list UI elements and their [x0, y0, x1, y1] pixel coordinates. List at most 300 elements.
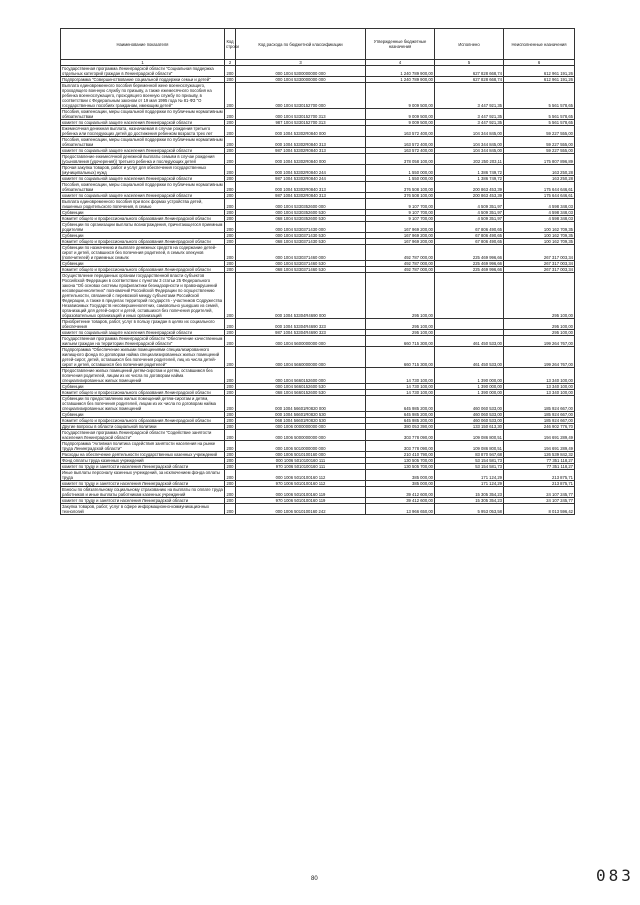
- table-row: [61, 336, 575, 347]
- row-approved: 492 787 000,00: [366, 261, 435, 267]
- row-budget-code: 068 1004 5330371460 530: [236, 267, 366, 273]
- row-executed: 171 124,29: [435, 470, 504, 481]
- row-remaining: 175 807 896,89: [504, 154, 575, 165]
- table-row: [61, 239, 575, 245]
- row-name: Субвенции: [61, 261, 225, 267]
- table-row: [61, 470, 575, 481]
- row-approved: 163 572 400,00: [366, 126, 435, 137]
- row-remaining: 163 250,28: [504, 176, 575, 182]
- row-approved: 163 572 400,00: [366, 137, 435, 148]
- row-executed: 67 806 490,65: [435, 222, 504, 233]
- row-name: Прочая закупка товаров, работ и услуг для обеспечения государственных (муниципальных) нужд: [61, 165, 225, 176]
- row-budget-code: 000 1004 5600000000 000: [236, 336, 366, 347]
- row-name: Подпрограмма "Обеспечение жилыми помещениями специализированного жилищного фонда по договорам найма специализированных жилых помещений детей-сирот, детей, оставшихся без попечения родителей, лиц из числа детей-сирот и детей, оставшихся без попечения родителей": [61, 347, 225, 368]
- row-remaining: 213 875,71: [504, 470, 575, 481]
- row-approved: 163 572 400,00: [366, 148, 435, 154]
- row-approved: 9 009 500,00: [366, 83, 435, 109]
- row-name: Субвенции по предоставлению жилых помещений детям-сиротам и детям, оставшимся без попечения родителей, лицам из их числа по договорам найма специализированных жилых помещений: [61, 396, 225, 412]
- row-name: комитет по социальной защите населения Ленинградской области: [61, 330, 225, 336]
- row-approved: 1 550 000,00: [366, 165, 435, 176]
- row-approved: 9 107 700,00: [366, 199, 435, 210]
- row-budget-code: 000 1004 5330352600 530: [236, 210, 366, 216]
- row-remaining: 267 317 003,34: [504, 245, 575, 261]
- row-name: Субвенции: [61, 233, 225, 239]
- row-approved: 295 100,00: [366, 319, 435, 330]
- row-line-code: 200: [225, 368, 236, 384]
- row-line-code: 200: [225, 319, 236, 330]
- row-budget-code: 000 1004 53302R0840 313: [236, 137, 366, 148]
- row-approved: 645 985 200,00: [366, 412, 435, 418]
- row-budget-code: 987 1004 5330152700 313: [236, 120, 366, 126]
- column-index: 2: [225, 60, 236, 66]
- row-budget-code: 000 1004 56601R0820 530: [236, 412, 366, 418]
- row-executed: [435, 273, 504, 319]
- row-remaining: 213 875,71: [504, 481, 575, 487]
- row-executed: 200 863 453,39: [435, 193, 504, 199]
- row-approved: 210 410 790,00: [366, 452, 435, 458]
- row-remaining: 175 644 646,61: [504, 182, 575, 193]
- row-line-code: 200: [226, 384, 234, 389]
- row-line-code: 200: [226, 390, 234, 395]
- row-budget-code: 000 1004 5660152600 000: [236, 368, 366, 384]
- row-budget-code: 000 1004 5660152600 530: [236, 384, 366, 390]
- row-remaining: 246 902 776,70: [504, 424, 575, 430]
- row-remaining: 4 598 348,03: [504, 199, 575, 210]
- row-approved: 492 787 000,00: [366, 245, 435, 261]
- row-executed: 200 863 453,39: [435, 182, 504, 193]
- row-name: Государственная программа Ленинградской области "Социальная поддержка отдельных категорий граждан в Ленинградской области": [61, 66, 225, 77]
- row-budget-code: 970 1006 5010100160 111: [236, 464, 366, 470]
- row-budget-code: 000 1004 5660000000 000: [236, 347, 366, 368]
- row-executed: 3 447 921,35: [435, 120, 504, 126]
- table-row: [61, 245, 575, 261]
- row-approved: 167 969 200,00: [366, 233, 435, 239]
- header-executed: Исполнено: [435, 29, 504, 60]
- table-row: [61, 165, 575, 176]
- row-executed: 109 086 800,51: [435, 430, 504, 441]
- row-remaining: 13 340 100,00: [504, 384, 575, 390]
- row-remaining: 100 162 709,35: [504, 233, 575, 239]
- row-executed: 627 828 668,74: [435, 66, 504, 77]
- row-line-code: 200: [226, 458, 234, 463]
- row-remaining: 295 100,00: [504, 319, 575, 330]
- row-approved: 9 009 500,00: [366, 109, 435, 120]
- row-remaining: 59 227 555,00: [504, 148, 575, 154]
- row-executed: 104 344 845,00: [435, 148, 504, 154]
- row-approved: 1 550 000,00: [366, 176, 435, 182]
- row-budget-code: 000 1006 5010100160 000: [236, 452, 366, 458]
- row-name: Предоставление жилых помещений детям-сиротам и детям, оставшимся без попечения родителей, лицам из их числа по договорам найма специализированных жилых помещений: [61, 368, 225, 384]
- row-approved: 380 053 390,00: [366, 424, 435, 430]
- row-executed: 171 124,29: [435, 481, 504, 487]
- row-line-code: 200: [226, 77, 234, 82]
- row-line-code: 200: [225, 336, 236, 347]
- row-name: Пособия, компенсации, меры социальной поддержки по публичным нормативным обязательствам: [62, 182, 223, 192]
- table-row: [61, 498, 575, 504]
- row-remaining: 185 924 667,00: [504, 412, 575, 418]
- row-line-code: 200: [226, 261, 234, 266]
- row-approved: 9 009 500,00: [366, 120, 435, 126]
- row-line-code: 200: [226, 120, 234, 125]
- header-remaining: Неисполненные назначения: [504, 29, 575, 60]
- row-executed: 1 390 000,00: [435, 384, 504, 390]
- row-executed: 4 509 351,97: [435, 210, 504, 216]
- row-remaining: 267 317 003,34: [504, 267, 575, 273]
- row-approved: 9 107 700,00: [366, 216, 435, 222]
- row-executed: 53 154 581,73: [435, 458, 504, 464]
- row-remaining: 194 691 289,49: [504, 430, 575, 441]
- row-name: комитет по труду и занятости населения Ленинградской области: [61, 481, 225, 487]
- row-name: Субвенции: [61, 210, 225, 216]
- row-line-code: 200: [225, 396, 236, 412]
- row-remaining: 13 340 100,00: [504, 368, 575, 384]
- row-name: комитет по труду и занятости населения Ленинградской области: [61, 464, 225, 470]
- row-budget-code: 000 1006 5010100160 242: [236, 504, 366, 515]
- row-name: Ежемесячная денежная выплата, назначаемая в случае рождения третьего ребенка или последующих детей до достижения ребенком возраста трех лет: [61, 126, 225, 137]
- row-budget-code: 000 1004 5330352600 000: [236, 199, 366, 210]
- row-line-code: 200: [225, 109, 236, 120]
- table-row: [61, 176, 575, 182]
- row-remaining: 267 317 003,34: [504, 261, 575, 267]
- row-remaining: 77 351 118,27: [504, 464, 575, 470]
- row-name: комитет по социальной защите населения Ленинградской области: [61, 176, 225, 182]
- table-row: [61, 481, 575, 487]
- row-line-code: 200: [226, 481, 234, 486]
- row-executed: 225 469 996,66: [435, 261, 504, 267]
- row-line-code: 200: [225, 154, 236, 165]
- table-row: [61, 83, 575, 109]
- row-budget-code: 970 1006 5010100160 112: [236, 481, 366, 487]
- row-executed: 225 469 996,66: [435, 267, 504, 273]
- row-line-code: 200: [225, 165, 236, 176]
- table-row: [61, 458, 575, 464]
- row-name: Комитет общего и профессионального образования Ленинградской области: [61, 267, 225, 273]
- row-executed: 83 870 947,68: [435, 452, 504, 458]
- row-line-code: 200: [225, 487, 236, 498]
- table-row: [61, 273, 575, 319]
- row-line-code: 200: [225, 347, 236, 368]
- row-line-code: 200: [225, 245, 236, 261]
- row-name: Выплата единовременного пособия беременной жене военнослужащего, проходящего военную службу по призыву, а также ежемесячного пособия на ребенка военнослужащего, проходящего военную службу по призыву, в соответствии с Федеральным законом от 19 мая 1995 года № 81-ФЗ "О государственных пособиях гражданам, имеющим детей": [61, 83, 225, 109]
- row-approved: 385 000,00: [366, 470, 435, 481]
- row-name: Фонд оплаты труда казенных учреждений: [61, 458, 225, 464]
- row-line-code: 200: [225, 126, 236, 137]
- row-executed: 1 390 000,00: [435, 368, 504, 384]
- table-row: [61, 199, 575, 210]
- table-row: [61, 137, 575, 148]
- row-name: Субвенции: [61, 412, 225, 418]
- row-approved: 660 715 300,00: [366, 347, 435, 368]
- row-budget-code: 000 1006 0000000000 000: [236, 424, 366, 430]
- row-name: Комитет общего и профессионального образования Ленинградской области: [61, 239, 225, 245]
- header-budget-code: Код расхода по бюджетной классификации: [236, 29, 366, 60]
- row-budget-code: 000 1004 56601R0820 000: [236, 396, 366, 412]
- row-name: Расходы на обеспечение деятельности государственных казенных учреждений: [61, 452, 225, 458]
- row-executed: 461 450 533,00: [435, 347, 504, 368]
- row-budget-code: 000 1006 5010000000 000: [236, 441, 366, 452]
- row-name: Взносы по обязательному социальному страхованию на выплаты по оплате труда работников и иные выплаты работникам казенных учреждений: [62, 487, 223, 497]
- row-approved: 295 100,00: [366, 330, 435, 336]
- header-line-code: Код строки: [225, 29, 236, 60]
- table-row: [61, 77, 575, 83]
- row-name: комитет по социальной защите населения Ленинградской области: [61, 193, 225, 199]
- row-name: комитет по труду и занятости населения Ленинградской области: [61, 498, 225, 504]
- row-line-code: 200: [226, 418, 234, 423]
- table-header: [61, 29, 575, 60]
- row-budget-code: 000 1004 5330000000 000: [236, 77, 366, 83]
- row-name: Субвенции: [61, 384, 225, 390]
- row-remaining: 100 162 709,35: [504, 239, 575, 245]
- table-row: [61, 390, 575, 396]
- row-approved: 660 715 300,00: [366, 336, 435, 347]
- table-row: [61, 418, 575, 424]
- row-budget-code: 000 1004 53302R0840 000: [236, 126, 366, 137]
- row-budget-code: 000 1006 5010100160 111: [236, 458, 366, 464]
- row-name: Субвенции по организации выплаты вознаграждения, причитающегося приемным родителям: [61, 222, 225, 233]
- row-approved: 376 508 100,00: [366, 182, 435, 193]
- row-approved: 378 058 100,00: [366, 154, 435, 165]
- row-approved: 14 730 100,00: [366, 390, 435, 396]
- column-index: 6: [504, 60, 575, 66]
- table-row: [61, 126, 575, 137]
- row-executed: 109 086 800,51: [435, 441, 504, 452]
- row-approved: 130 505 700,00: [366, 458, 435, 464]
- row-budget-code: 987 1004 53302R0840 244: [236, 176, 366, 182]
- row-line-code: 200: [225, 470, 236, 481]
- row-executed: 3 447 921,35: [435, 109, 504, 120]
- row-executed: 627 828 668,74: [435, 77, 504, 83]
- row-line-code: 200: [225, 504, 236, 515]
- row-executed: 1 386 749,72: [435, 176, 504, 182]
- row-remaining: 185 924 667,00: [504, 418, 575, 424]
- row-line-code: 200: [226, 424, 234, 429]
- row-remaining: 100 162 709,35: [504, 222, 575, 233]
- column-index: 4: [366, 60, 435, 66]
- row-line-code: 200: [226, 176, 234, 181]
- row-remaining: 4 598 348,03: [504, 216, 575, 222]
- row-budget-code: 000 1004 53302R0840 000: [236, 154, 366, 165]
- row-approved: 167 969 200,00: [366, 222, 435, 233]
- report-sheet: [60, 28, 574, 515]
- row-executed: 3 447 921,35: [435, 83, 504, 109]
- row-name: Предоставление ежемесячной денежной выплаты семьям в случае рождения (усыновления (удочерения)) третьего ребенка и последующих детей: [61, 154, 225, 165]
- row-executed: 133 150 613,30: [435, 424, 504, 430]
- row-remaining: 13 340 100,00: [504, 390, 575, 396]
- table-row: [61, 216, 575, 222]
- row-approved: 376 508 100,00: [366, 193, 435, 199]
- row-name: Приобретение товаров, работ, услуг в пользу граждан в целях их социального обеспечения: [61, 319, 225, 330]
- row-remaining: 199 264 767,00: [504, 336, 575, 347]
- row-name: Иные выплаты персоналу казенных учреждений, за исключением фонда оплаты труда: [61, 470, 225, 481]
- row-name: Подпрограмма "Совершенствование социальной поддержки семьи и детей": [61, 77, 225, 83]
- row-approved: 645 985 200,00: [366, 396, 435, 412]
- table-row: [61, 487, 575, 498]
- row-approved: 14 730 100,00: [366, 368, 435, 384]
- row-budget-code: 000 1004 5330152700 000: [236, 83, 366, 109]
- table-row: [61, 396, 575, 412]
- table-row: [61, 66, 575, 77]
- table-row: [61, 452, 575, 458]
- row-budget-code: 970 1006 5010100160 119: [236, 498, 366, 504]
- row-budget-code: 000 1004 5330152700 313: [236, 109, 366, 120]
- row-budget-code: 000 1004 5330371430 530: [236, 233, 366, 239]
- row-line-code: 200: [226, 464, 234, 469]
- row-approved: 385 000,00: [366, 481, 435, 487]
- page-stamp: 083: [596, 866, 634, 885]
- row-executed: 67 806 490,65: [435, 239, 504, 245]
- row-executed: 460 060 533,00: [435, 412, 504, 418]
- row-approved: 295 100,00: [366, 273, 435, 319]
- row-remaining: 5 561 578,65: [504, 109, 575, 120]
- budget-table: [60, 28, 575, 515]
- row-budget-code: 000 1006 5000000000 000: [236, 430, 366, 441]
- row-budget-code: 000 1004 53304R4690 000: [236, 273, 366, 319]
- row-budget-code: 068 1004 56601R0820 530: [236, 418, 366, 424]
- row-name: Закупка товаров, работ, услуг в сфере информационно-коммуникационных технологий: [61, 504, 225, 515]
- row-remaining: 77 351 118,27: [504, 458, 575, 464]
- row-name: Комитет общего и профессионального образования Ленинградской области: [61, 390, 225, 396]
- table-row: [61, 368, 575, 384]
- row-remaining: 612 961 191,26: [504, 66, 575, 77]
- row-name: Государственная программа Ленинградской области "Обеспечение качественным жильем граждан на территории Ленинградской области": [61, 336, 225, 347]
- header-name: Наименование показателя: [61, 29, 225, 60]
- row-budget-code: 000 1006 5010100160 119: [236, 487, 366, 498]
- row-line-code: 200: [226, 412, 234, 417]
- row-executed: 67 806 490,65: [435, 233, 504, 239]
- row-budget-code: 068 1004 5330371430 530: [236, 239, 366, 245]
- table-row: [61, 109, 575, 120]
- table-row: [61, 120, 575, 126]
- table-row: [61, 154, 575, 165]
- row-remaining: 175 644 646,61: [504, 193, 575, 199]
- row-budget-code: 000 1004 5330371460 000: [236, 245, 366, 261]
- row-executed: 4 509 351,97: [435, 216, 504, 222]
- row-name: Комитет общего и профессионального образования Ленинградской области: [61, 216, 225, 222]
- row-line-code: 200: [226, 330, 234, 335]
- row-remaining: 59 227 555,00: [504, 126, 575, 137]
- row-executed: 5 953 053,58: [435, 504, 504, 515]
- table-row: [61, 267, 575, 273]
- table-row: [61, 464, 575, 470]
- row-line-code: 200: [226, 193, 234, 198]
- row-line-code: 200: [225, 137, 236, 148]
- row-executed: 15 305 354,23: [435, 487, 504, 498]
- row-executed: 1 390 000,00: [435, 390, 504, 396]
- table-body: [61, 66, 575, 515]
- row-remaining: 194 691 289,49: [504, 441, 575, 452]
- row-remaining: 24 107 245,77: [504, 487, 575, 498]
- row-remaining: 5 561 578,65: [504, 83, 575, 109]
- row-approved: 130 505 700,00: [366, 464, 435, 470]
- table-row: [61, 193, 575, 199]
- row-executed: 461 450 533,00: [435, 336, 504, 347]
- row-budget-code: 000 1004 53302R0840 313: [236, 182, 366, 193]
- row-line-code: 200: [225, 83, 236, 109]
- row-remaining: 295 100,00: [504, 273, 575, 319]
- row-remaining: 185 924 667,00: [504, 396, 575, 412]
- row-line-code: 200: [226, 452, 234, 457]
- row-budget-code: 000 1004 53302R0840 244: [236, 165, 366, 176]
- row-line-code: 200: [226, 148, 234, 153]
- table-row: [61, 182, 575, 193]
- row-line-code: 200: [226, 216, 234, 221]
- row-approved: 167 969 200,00: [366, 239, 435, 245]
- row-name: Комитет общего и профессионального образования Ленинградской области: [61, 418, 225, 424]
- row-line-code: 200: [226, 498, 234, 503]
- row-approved: 39 412 600,00: [366, 498, 435, 504]
- table-row: [61, 424, 575, 430]
- header-approved: Утвержденные бюджетные назначения: [366, 29, 435, 60]
- row-budget-code: 987 1004 53302R0840 313: [236, 148, 366, 154]
- row-remaining: 163 250,28: [504, 165, 575, 176]
- row-executed: [435, 319, 504, 330]
- column-index: 3: [236, 60, 366, 66]
- row-executed: 104 344 845,00: [435, 137, 504, 148]
- row-budget-code: 987 1004 53302R0840 313: [236, 193, 366, 199]
- row-budget-code: 000 1004 5330371430 000: [236, 222, 366, 233]
- row-name: комитет по социальной защите населения Ленинградской области: [61, 148, 225, 154]
- table-row: [61, 222, 575, 233]
- row-remaining: 295 100,00: [504, 330, 575, 336]
- row-remaining: 199 264 767,00: [504, 347, 575, 368]
- row-remaining: 5 561 578,65: [504, 120, 575, 126]
- row-budget-code: 068 1004 5330352600 530: [236, 216, 366, 222]
- row-line-code: 200: [225, 66, 236, 77]
- row-executed: 225 469 996,66: [435, 245, 504, 261]
- row-executed: 460 060 533,00: [435, 418, 504, 424]
- row-name: комитет по социальной защите населения Ленинградской области: [61, 120, 225, 126]
- row-remaining: 612 961 191,26: [504, 77, 575, 83]
- row-line-code: 200: [225, 441, 236, 452]
- row-executed: 104 344 845,00: [435, 126, 504, 137]
- row-remaining: 59 227 555,00: [504, 137, 575, 148]
- row-line-code: 200: [226, 267, 234, 272]
- row-executed: 202 250 203,11: [435, 154, 504, 165]
- row-remaining: 8 013 596,42: [504, 504, 575, 515]
- row-budget-code: 987 1004 53304R4690 323: [236, 330, 366, 336]
- row-executed: 53 154 581,73: [435, 464, 504, 470]
- table-row: [61, 504, 575, 515]
- row-approved: 492 787 000,00: [366, 267, 435, 273]
- row-name: Другие вопросы в области социальной политики: [61, 424, 225, 430]
- row-approved: 303 778 090,00: [366, 441, 435, 452]
- row-remaining: 24 107 245,77: [504, 498, 575, 504]
- row-approved: 39 412 600,00: [366, 487, 435, 498]
- row-line-code: 200: [225, 182, 236, 193]
- row-remaining: 126 539 842,32: [504, 452, 575, 458]
- row-line-code: 200: [225, 430, 236, 441]
- row-line-code: 200: [226, 233, 234, 238]
- table-row: [61, 148, 575, 154]
- row-budget-code: 068 1004 5660152600 530: [236, 390, 366, 396]
- row-name: Пособия, компенсации, меры социальной поддержки по публичным нормативным обязательствам: [62, 109, 223, 119]
- row-line-code: 200: [225, 222, 236, 233]
- row-name: Выплата единовременного пособия при всех формах устройства детей, лишенных родительского попечения, в семью: [61, 199, 225, 210]
- row-budget-code: 000 1004 5300000000 000: [236, 66, 366, 77]
- row-name: Подпрограмма "Активная политика содействия занятости населения на рынке труда Ленинградской области": [61, 441, 225, 452]
- row-approved: 1 240 789 900,00: [366, 77, 435, 83]
- row-name: Субвенции по назначению и выплате денежных средств на содержание детей-сирот и детей, оставшихся без попечения родителей, в семьях опекунов (попечителей) и приемных семьях: [61, 245, 225, 261]
- row-executed: 4 509 351,97: [435, 199, 504, 210]
- table-row: [61, 319, 575, 330]
- row-approved: 14 730 100,00: [366, 384, 435, 390]
- column-index: 1: [61, 60, 225, 66]
- page-number: 80: [311, 876, 318, 882]
- column-index: 5: [435, 60, 504, 66]
- table-row: [61, 430, 575, 441]
- row-executed: 15 305 354,23: [435, 498, 504, 504]
- row-executed: 460 060 533,00: [435, 396, 504, 412]
